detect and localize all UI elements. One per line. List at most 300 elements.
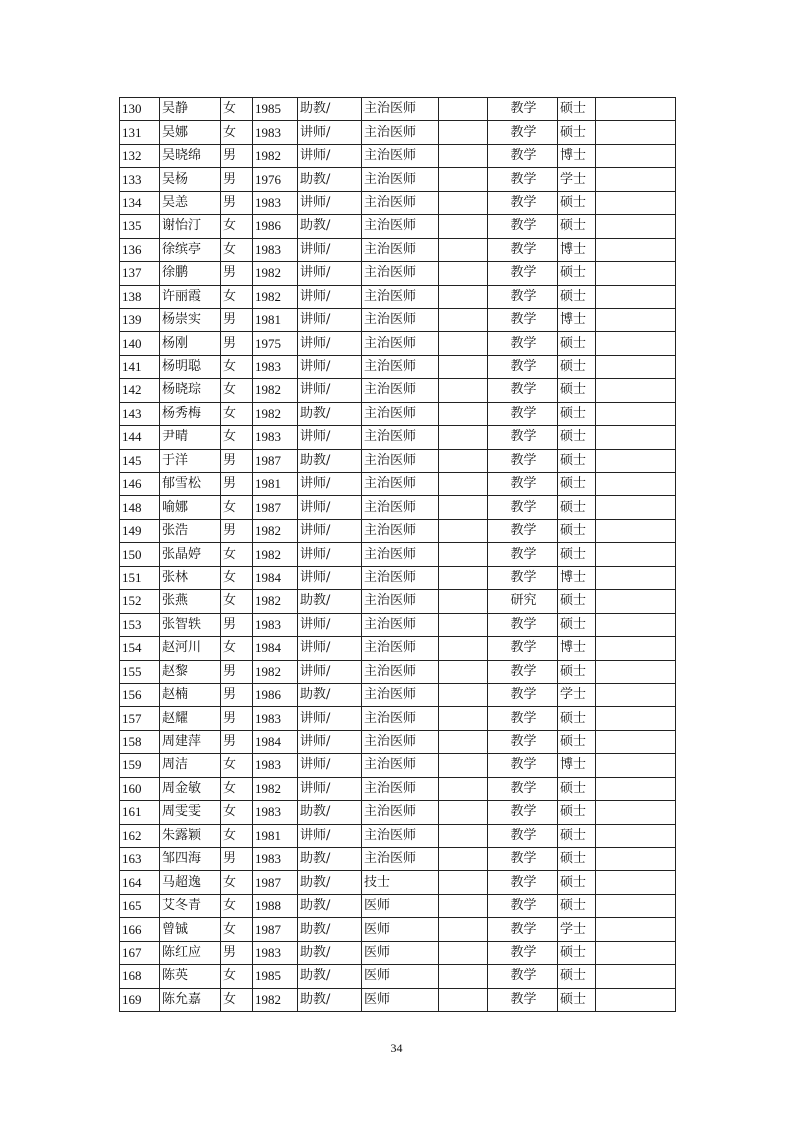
row-number: 169 xyxy=(120,988,160,1011)
birth-year: 1984 xyxy=(253,566,298,589)
gender: 男 xyxy=(221,332,253,355)
staff-table xyxy=(119,97,676,1012)
staff-name: 张燕 xyxy=(160,590,221,613)
degree: 硕士 xyxy=(558,496,596,519)
staff-name: 周建萍 xyxy=(160,730,221,753)
birth-year: 1986 xyxy=(253,683,298,706)
row-number: 148 xyxy=(120,496,160,519)
teaching-rank: 讲师/ xyxy=(298,777,362,800)
birth-year: 1987 xyxy=(253,918,298,941)
remarks-cell xyxy=(596,918,676,941)
post-type: 教学 xyxy=(488,824,558,847)
remarks-cell xyxy=(596,566,676,589)
degree: 硕士 xyxy=(558,707,596,730)
degree: 硕士 xyxy=(558,965,596,988)
degree: 硕士 xyxy=(558,332,596,355)
birth-year: 1982 xyxy=(253,519,298,542)
post-type: 教学 xyxy=(488,308,558,331)
post-type: 教学 xyxy=(488,332,558,355)
teaching-rank: 讲师/ xyxy=(298,332,362,355)
row-number: 156 xyxy=(120,683,160,706)
teaching-rank: 助教/ xyxy=(298,918,362,941)
blank-cell xyxy=(439,613,488,636)
birth-year: 1987 xyxy=(253,449,298,472)
teaching-rank: 讲师/ xyxy=(298,660,362,683)
row-number: 158 xyxy=(120,730,160,753)
staff-name: 赵耀 xyxy=(160,707,221,730)
birth-year: 1982 xyxy=(253,543,298,566)
staff-name: 杨秀梅 xyxy=(160,402,221,425)
remarks-cell xyxy=(596,473,676,496)
gender: 男 xyxy=(221,168,253,191)
remarks-cell xyxy=(596,98,676,121)
birth-year: 1983 xyxy=(253,355,298,378)
post-type: 教学 xyxy=(488,285,558,308)
birth-year: 1976 xyxy=(253,168,298,191)
teaching-rank: 助教/ xyxy=(298,168,362,191)
remarks-cell xyxy=(596,191,676,214)
blank-cell xyxy=(439,801,488,824)
blank-cell xyxy=(439,191,488,214)
teaching-rank: 讲师/ xyxy=(298,238,362,261)
blank-cell xyxy=(439,894,488,917)
staff-name: 吴娜 xyxy=(160,121,221,144)
staff-name: 杨晓琮 xyxy=(160,379,221,402)
table-row xyxy=(120,801,676,824)
row-number: 162 xyxy=(120,824,160,847)
gender: 女 xyxy=(221,824,253,847)
professional-title: 医师 xyxy=(362,894,439,917)
gender: 女 xyxy=(221,894,253,917)
degree: 博士 xyxy=(558,144,596,167)
professional-title: 主治医师 xyxy=(362,355,439,378)
gender: 女 xyxy=(221,918,253,941)
teaching-rank: 讲师/ xyxy=(298,191,362,214)
degree: 硕士 xyxy=(558,941,596,964)
remarks-cell xyxy=(596,168,676,191)
remarks-cell xyxy=(596,285,676,308)
gender: 女 xyxy=(221,566,253,589)
gender: 男 xyxy=(221,144,253,167)
remarks-cell xyxy=(596,707,676,730)
page-number: 34 xyxy=(390,1041,403,1055)
table-row xyxy=(120,262,676,285)
remarks-cell xyxy=(596,121,676,144)
teaching-rank: 讲师/ xyxy=(298,637,362,660)
row-number: 144 xyxy=(120,426,160,449)
degree: 硕士 xyxy=(558,426,596,449)
post-type: 教学 xyxy=(488,121,558,144)
staff-name: 曾铖 xyxy=(160,918,221,941)
post-type: 教学 xyxy=(488,449,558,472)
staff-name: 周雯雯 xyxy=(160,801,221,824)
professional-title: 医师 xyxy=(362,941,439,964)
table-row xyxy=(120,496,676,519)
professional-title: 主治医师 xyxy=(362,473,439,496)
gender: 女 xyxy=(221,402,253,425)
remarks-cell xyxy=(596,637,676,660)
remarks-cell xyxy=(596,730,676,753)
table-row xyxy=(120,613,676,636)
teaching-rank: 助教/ xyxy=(298,801,362,824)
blank-cell xyxy=(439,215,488,238)
blank-cell xyxy=(439,777,488,800)
gender: 男 xyxy=(221,613,253,636)
staff-name: 周金敏 xyxy=(160,777,221,800)
post-type: 教学 xyxy=(488,988,558,1011)
teaching-rank: 讲师/ xyxy=(298,355,362,378)
staff-name: 喻娜 xyxy=(160,496,221,519)
table-row xyxy=(120,308,676,331)
birth-year: 1981 xyxy=(253,473,298,496)
row-number: 159 xyxy=(120,754,160,777)
table-row xyxy=(120,730,676,753)
remarks-cell xyxy=(596,801,676,824)
remarks-cell xyxy=(596,941,676,964)
professional-title: 主治医师 xyxy=(362,144,439,167)
blank-cell xyxy=(439,660,488,683)
teaching-rank: 讲师/ xyxy=(298,824,362,847)
staff-name: 杨刚 xyxy=(160,332,221,355)
remarks-cell xyxy=(596,215,676,238)
blank-cell xyxy=(439,379,488,402)
staff-name: 陈允嘉 xyxy=(160,988,221,1011)
gender: 男 xyxy=(221,191,253,214)
table-row xyxy=(120,777,676,800)
blank-cell xyxy=(439,496,488,519)
gender: 女 xyxy=(221,777,253,800)
professional-title: 主治医师 xyxy=(362,402,439,425)
table-row xyxy=(120,894,676,917)
blank-cell xyxy=(439,941,488,964)
table-row xyxy=(120,590,676,613)
birth-year: 1984 xyxy=(253,637,298,660)
blank-cell xyxy=(439,848,488,871)
row-number: 164 xyxy=(120,871,160,894)
degree: 学士 xyxy=(558,683,596,706)
staff-name: 赵河川 xyxy=(160,637,221,660)
gender: 女 xyxy=(221,754,253,777)
birth-year: 1983 xyxy=(253,707,298,730)
gender: 男 xyxy=(221,660,253,683)
degree: 硕士 xyxy=(558,660,596,683)
staff-name: 周洁 xyxy=(160,754,221,777)
remarks-cell xyxy=(596,449,676,472)
row-number: 132 xyxy=(120,144,160,167)
blank-cell xyxy=(439,238,488,261)
degree: 硕士 xyxy=(558,543,596,566)
post-type: 教学 xyxy=(488,426,558,449)
professional-title: 主治医师 xyxy=(362,191,439,214)
staff-name: 吴杨 xyxy=(160,168,221,191)
degree: 硕士 xyxy=(558,613,596,636)
blank-cell xyxy=(439,754,488,777)
gender: 女 xyxy=(221,590,253,613)
remarks-cell xyxy=(596,379,676,402)
professional-title: 主治医师 xyxy=(362,332,439,355)
blank-cell xyxy=(439,121,488,144)
remarks-cell xyxy=(596,848,676,871)
degree: 硕士 xyxy=(558,98,596,121)
post-type: 教学 xyxy=(488,918,558,941)
row-number: 161 xyxy=(120,801,160,824)
teaching-rank: 助教/ xyxy=(298,848,362,871)
gender: 女 xyxy=(221,285,253,308)
teaching-rank: 讲师/ xyxy=(298,144,362,167)
professional-title: 主治医师 xyxy=(362,777,439,800)
birth-year: 1983 xyxy=(253,121,298,144)
professional-title: 主治医师 xyxy=(362,848,439,871)
degree: 博士 xyxy=(558,637,596,660)
teaching-rank: 讲师/ xyxy=(298,426,362,449)
remarks-cell xyxy=(596,988,676,1011)
row-number: 145 xyxy=(120,449,160,472)
professional-title: 技士 xyxy=(362,871,439,894)
table-row xyxy=(120,848,676,871)
blank-cell xyxy=(439,144,488,167)
remarks-cell xyxy=(596,355,676,378)
degree: 博士 xyxy=(558,238,596,261)
professional-title: 主治医师 xyxy=(362,379,439,402)
teaching-rank: 助教/ xyxy=(298,871,362,894)
post-type: 研究 xyxy=(488,590,558,613)
blank-cell xyxy=(439,355,488,378)
post-type: 教学 xyxy=(488,473,558,496)
blank-cell xyxy=(439,918,488,941)
gender: 男 xyxy=(221,707,253,730)
degree: 硕士 xyxy=(558,801,596,824)
birth-year: 1981 xyxy=(253,824,298,847)
professional-title: 医师 xyxy=(362,988,439,1011)
teaching-rank: 讲师/ xyxy=(298,707,362,730)
row-number: 154 xyxy=(120,637,160,660)
remarks-cell xyxy=(596,871,676,894)
staff-name: 吴晓绵 xyxy=(160,144,221,167)
teaching-rank: 讲师/ xyxy=(298,262,362,285)
degree: 硕士 xyxy=(558,285,596,308)
row-number: 152 xyxy=(120,590,160,613)
blank-cell xyxy=(439,871,488,894)
blank-cell xyxy=(439,707,488,730)
post-type: 教学 xyxy=(488,660,558,683)
post-type: 教学 xyxy=(488,801,558,824)
teaching-rank: 助教/ xyxy=(298,965,362,988)
teaching-rank: 讲师/ xyxy=(298,730,362,753)
row-number: 167 xyxy=(120,941,160,964)
gender: 男 xyxy=(221,449,253,472)
table-row xyxy=(120,144,676,167)
row-number: 138 xyxy=(120,285,160,308)
birth-year: 1982 xyxy=(253,144,298,167)
table-row xyxy=(120,754,676,777)
staff-name: 许丽霞 xyxy=(160,285,221,308)
row-number: 133 xyxy=(120,168,160,191)
post-type: 教学 xyxy=(488,496,558,519)
table-row xyxy=(120,988,676,1011)
degree: 硕士 xyxy=(558,402,596,425)
blank-cell xyxy=(439,965,488,988)
birth-year: 1983 xyxy=(253,848,298,871)
remarks-cell xyxy=(596,660,676,683)
table-row xyxy=(120,215,676,238)
blank-cell xyxy=(439,449,488,472)
birth-year: 1983 xyxy=(253,238,298,261)
staff-name: 赵楠 xyxy=(160,683,221,706)
post-type: 教学 xyxy=(488,543,558,566)
degree: 学士 xyxy=(558,918,596,941)
birth-year: 1983 xyxy=(253,941,298,964)
gender: 男 xyxy=(221,848,253,871)
post-type: 教学 xyxy=(488,191,558,214)
blank-cell xyxy=(439,988,488,1011)
degree: 硕士 xyxy=(558,262,596,285)
post-type: 教学 xyxy=(488,777,558,800)
table-row xyxy=(120,449,676,472)
table-row xyxy=(120,355,676,378)
gender: 男 xyxy=(221,262,253,285)
post-type: 教学 xyxy=(488,168,558,191)
professional-title: 医师 xyxy=(362,918,439,941)
professional-title: 主治医师 xyxy=(362,168,439,191)
gender: 女 xyxy=(221,496,253,519)
gender: 女 xyxy=(221,801,253,824)
remarks-cell xyxy=(596,824,676,847)
teaching-rank: 讲师/ xyxy=(298,285,362,308)
degree: 硕士 xyxy=(558,824,596,847)
table-row xyxy=(120,519,676,542)
post-type: 教学 xyxy=(488,965,558,988)
row-number: 155 xyxy=(120,660,160,683)
remarks-cell xyxy=(596,238,676,261)
post-type: 教学 xyxy=(488,941,558,964)
professional-title: 主治医师 xyxy=(362,543,439,566)
degree: 硕士 xyxy=(558,473,596,496)
staff-name: 张智轶 xyxy=(160,613,221,636)
table-row xyxy=(120,238,676,261)
table-row xyxy=(120,191,676,214)
professional-title: 主治医师 xyxy=(362,637,439,660)
blank-cell xyxy=(439,683,488,706)
remarks-cell xyxy=(596,613,676,636)
row-number: 153 xyxy=(120,613,160,636)
gender: 男 xyxy=(221,519,253,542)
degree: 硕士 xyxy=(558,121,596,144)
degree: 硕士 xyxy=(558,379,596,402)
row-number: 166 xyxy=(120,918,160,941)
staff-name: 徐鹏 xyxy=(160,262,221,285)
staff-name: 尹晴 xyxy=(160,426,221,449)
degree: 硕士 xyxy=(558,215,596,238)
blank-cell xyxy=(439,566,488,589)
table-row xyxy=(120,824,676,847)
birth-year: 1987 xyxy=(253,496,298,519)
degree: 硕士 xyxy=(558,777,596,800)
teaching-rank: 讲师/ xyxy=(298,754,362,777)
remarks-cell xyxy=(596,590,676,613)
teaching-rank: 助教/ xyxy=(298,988,362,1011)
professional-title: 主治医师 xyxy=(362,730,439,753)
blank-cell xyxy=(439,473,488,496)
row-number: 151 xyxy=(120,566,160,589)
post-type: 教学 xyxy=(488,613,558,636)
post-type: 教学 xyxy=(488,707,558,730)
birth-year: 1982 xyxy=(253,660,298,683)
gender: 女 xyxy=(221,121,253,144)
birth-year: 1982 xyxy=(253,262,298,285)
professional-title: 医师 xyxy=(362,965,439,988)
birth-year: 1982 xyxy=(253,590,298,613)
row-number: 163 xyxy=(120,848,160,871)
gender: 女 xyxy=(221,988,253,1011)
table-row xyxy=(120,566,676,589)
degree: 硕士 xyxy=(558,894,596,917)
staff-name: 徐缤亭 xyxy=(160,238,221,261)
professional-title: 主治医师 xyxy=(362,613,439,636)
birth-year: 1987 xyxy=(253,871,298,894)
blank-cell xyxy=(439,332,488,355)
staff-name: 张浩 xyxy=(160,519,221,542)
birth-year: 1975 xyxy=(253,332,298,355)
row-number: 160 xyxy=(120,777,160,800)
degree: 硕士 xyxy=(558,848,596,871)
row-number: 149 xyxy=(120,519,160,542)
remarks-cell xyxy=(596,543,676,566)
post-type: 教学 xyxy=(488,848,558,871)
post-type: 教学 xyxy=(488,262,558,285)
staff-name: 赵黎 xyxy=(160,660,221,683)
teaching-rank: 讲师/ xyxy=(298,308,362,331)
row-number: 168 xyxy=(120,965,160,988)
teaching-rank: 讲师/ xyxy=(298,379,362,402)
professional-title: 主治医师 xyxy=(362,754,439,777)
table-row xyxy=(120,285,676,308)
degree: 博士 xyxy=(558,566,596,589)
remarks-cell xyxy=(596,965,676,988)
degree: 学士 xyxy=(558,168,596,191)
professional-title: 主治医师 xyxy=(362,496,439,519)
professional-title: 主治医师 xyxy=(362,426,439,449)
blank-cell xyxy=(439,730,488,753)
remarks-cell xyxy=(596,777,676,800)
row-number: 136 xyxy=(120,238,160,261)
teaching-rank: 助教/ xyxy=(298,894,362,917)
post-type: 教学 xyxy=(488,637,558,660)
professional-title: 主治医师 xyxy=(362,262,439,285)
staff-name: 马超逸 xyxy=(160,871,221,894)
degree: 硕士 xyxy=(558,191,596,214)
blank-cell xyxy=(439,637,488,660)
degree: 硕士 xyxy=(558,590,596,613)
blank-cell xyxy=(439,519,488,542)
row-number: 157 xyxy=(120,707,160,730)
gender: 男 xyxy=(221,683,253,706)
birth-year: 1983 xyxy=(253,191,298,214)
teaching-rank: 助教/ xyxy=(298,215,362,238)
staff-name: 朱露颖 xyxy=(160,824,221,847)
table-row xyxy=(120,473,676,496)
birth-year: 1982 xyxy=(253,777,298,800)
gender: 女 xyxy=(221,637,253,660)
teaching-rank: 助教/ xyxy=(298,449,362,472)
post-type: 教学 xyxy=(488,215,558,238)
table-row xyxy=(120,98,676,121)
degree: 博士 xyxy=(558,754,596,777)
post-type: 教学 xyxy=(488,402,558,425)
degree: 硕士 xyxy=(558,355,596,378)
birth-year: 1981 xyxy=(253,308,298,331)
post-type: 教学 xyxy=(488,730,558,753)
remarks-cell xyxy=(596,496,676,519)
